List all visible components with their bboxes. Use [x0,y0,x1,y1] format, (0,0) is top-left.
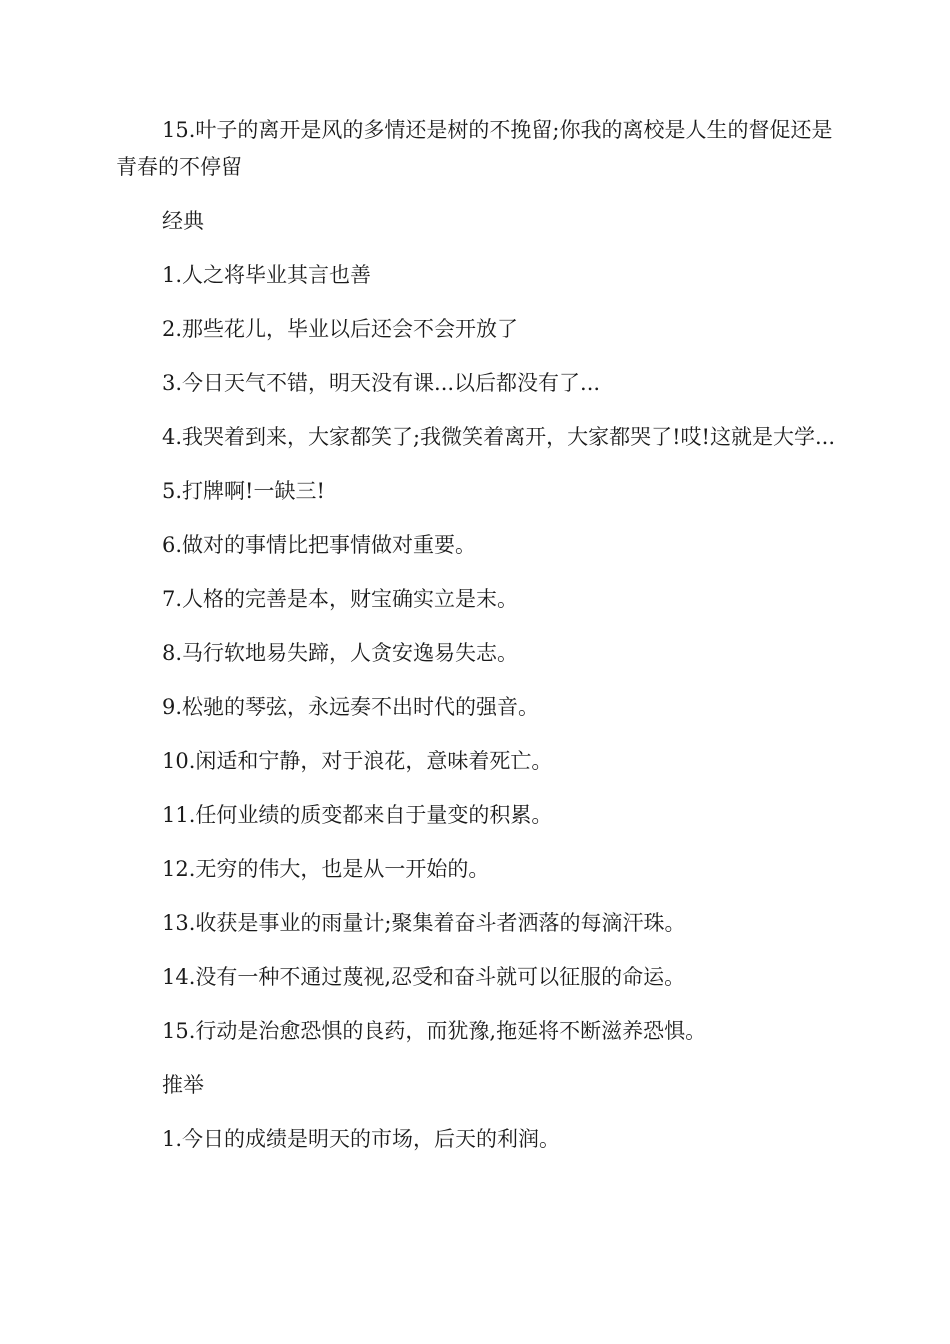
list-item: 1.今日的成绩是明天的市场，后天的利润。 [162,1127,561,1151]
list-item: 2.那些花儿，毕业以后还会不会开放了 [162,317,519,341]
list-item: 10.闲适和宁静，对于浪花，意味着死亡。 [162,749,553,773]
list-item: 13.收获是事业的雨量计;聚集着奋斗者洒落的每滴汗珠。 [162,911,686,935]
list-item: 11.任何业绩的质变都来自于量变的积累。 [162,803,553,827]
list-item: 15.叶子的离开是风的多情还是树的不挽留;你我的离校是人生的督促还是青春的不停留 [116,118,833,179]
list-item: 3.今日天气不错，明天没有课...以后都没有了... [162,371,601,395]
list-item: 15.行动是治愈恐惧的良药，而犹豫,拖延将不断滋养恐惧。 [162,1019,707,1043]
list-item: 1.人之将毕业其言也善 [162,263,372,287]
list-item: 6.做对的事情比把事情做对重要。 [162,533,477,557]
list-item: 8.马行软地易失蹄，人贪安逸易失志。 [162,641,519,665]
section-heading-classic: 经典 [162,209,204,233]
list-item: 9.松驰的琴弦，永远奏不出时代的强音。 [162,695,540,719]
list-item: 5.打牌啊!一缺三! [162,479,325,503]
list-item: 14.没有一种不通过蔑视,忍受和奋斗就可以征服的命运。 [162,965,686,989]
list-item: 4.我哭着到来，大家都笑了;我微笑着离开，大家都哭了!哎!这就是大学... [162,425,836,449]
section-heading-recommend: 推举 [162,1073,204,1097]
list-item: 7.人格的完善是本，财宝确实立是末。 [162,587,519,611]
list-item: 12.无穷的伟大，也是从一开始的。 [162,857,490,881]
document-body [116,112,836,1175]
